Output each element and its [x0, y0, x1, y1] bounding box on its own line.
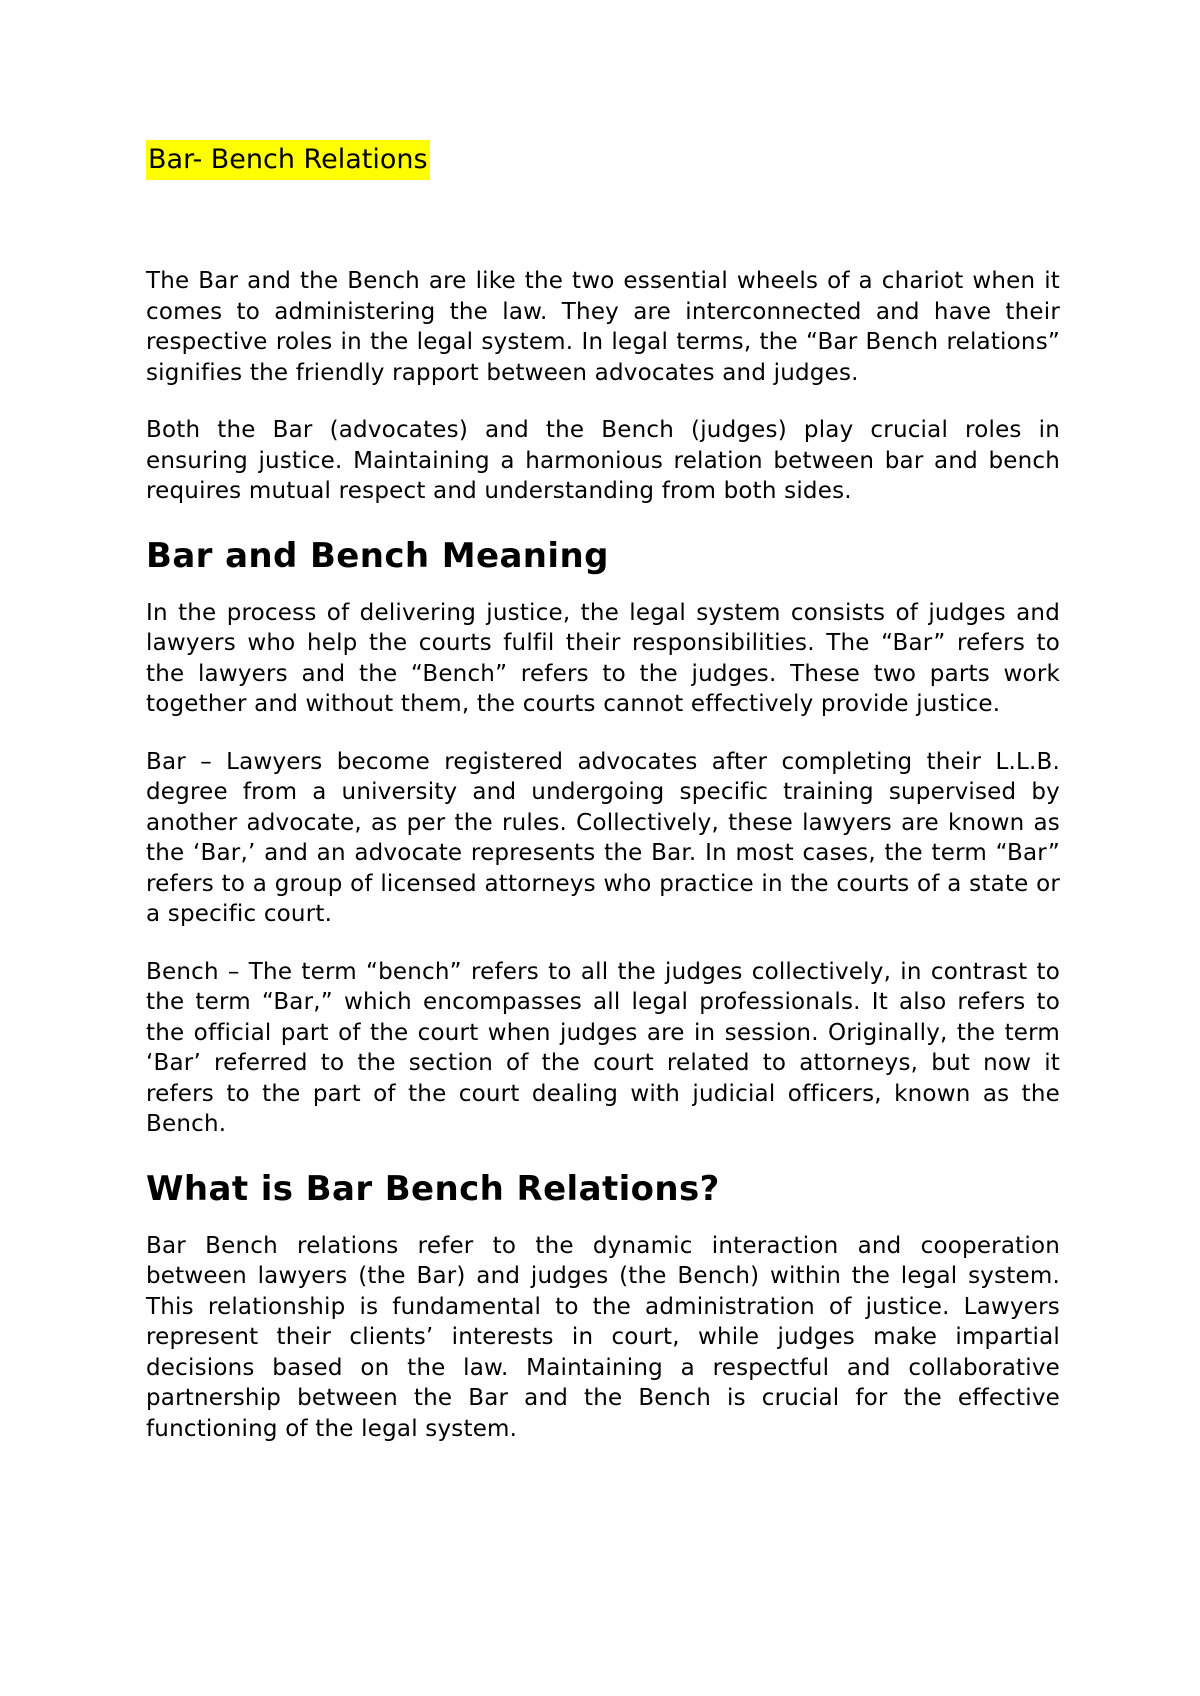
meaning-paragraph-bar: Bar – Lawyers become registered advocates after completing their L.L.B. degree from a university and undergoing specific training supervised by another advocate, as per the rules. Collectively, these lawyers are known as the ‘Bar,’ and an advocate represents the Bar. In most cases, the term “Bar” refers to a group of licensed attorneys who practice in the courts of a state or a specific court. — [146, 748, 1060, 927]
intro-paragraph-1: The Bar and the Bench are like the two essential wheels of a chariot when it comes to administering the law. They are interconnected and have their respective roles in the legal system. In legal terms, the “Bar Bench relations” signifies the friendly rapport between advocates and judges. — [146, 268, 1060, 386]
relations-paragraph-1: Bar Bench relations refer to the dynamic interaction and cooperation between lawyers (the Bar) and judges (the Bench) within the legal system. This relationship is fundamental to the administration of justice. Lawyers represent their clients’ interests in court, while judges make impartial decisions based on the law. Maintaining a respectful and collaborative partnership between the Bar and the Bench is crucial for the effective functioning of the legal system. — [146, 1232, 1060, 1442]
section-heading-relations: What is Bar Bench Relations? — [146, 1168, 720, 1209]
document-title: Bar- Bench Relations — [146, 140, 430, 180]
meaning-paragraph-1: In the process of delivering justice, the legal system consists of judges and lawyers who help the courts fulfil their responsibilities. The “Bar” refers to the lawyers and the “Bench” refers to the judges. These two parts work together and without them, the courts cannot effectively provide justice. — [146, 599, 1060, 717]
document-page — [146, 140, 1060, 1471]
meaning-paragraph-bench: Bench – The term “bench” refers to all the judges collectively, in contrast to the term “Bar,” which encompasses all legal professionals. It also refers to the official part of the court when judges are in session. Originally, the term ‘Bar’ referred to the section of the court related to attorneys, but now it refers to the part of the court dealing with judicial officers, known as the Bench. — [146, 958, 1060, 1137]
intro-paragraph-2: Both the Bar (advocates) and the Bench (judges) play crucial roles in ensuring justice. Maintaining a harmonious relation between bar and bench requires mutual respect and understanding from both sides. — [146, 417, 1060, 504]
section-heading-meaning: Bar and Bench Meaning — [146, 535, 609, 576]
